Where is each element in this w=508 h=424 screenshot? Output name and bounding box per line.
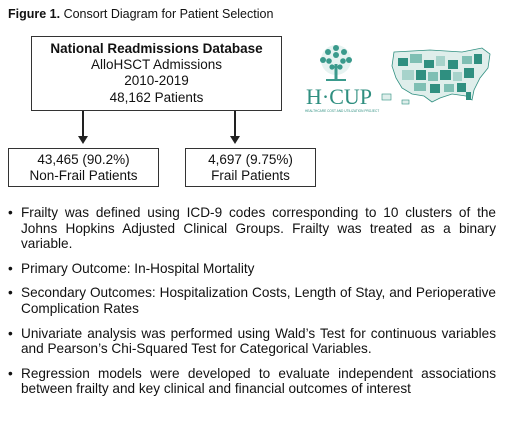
arrow-to-frail bbox=[234, 111, 236, 138]
bullet-text: Secondary Outcomes: Hospitalization Costs, Length of Stay, and Perioperative Complication Rates bbox=[21, 285, 496, 316]
frail-box bbox=[185, 148, 316, 187]
frail-count: 4,697 (9.75%) bbox=[208, 152, 293, 167]
database-box bbox=[31, 36, 282, 111]
bullet-icon: • bbox=[8, 285, 13, 301]
list-item bbox=[8, 326, 496, 357]
bullet-text: Univariate analysis was performed using Wald’s Test for continuous variables and Pearson’s Chi-Squared Test for Categorical Variables. bbox=[21, 325, 496, 357]
hcup-logo-graphic bbox=[302, 38, 502, 120]
figure-caption: Consort Diagram for Patient Selection bbox=[63, 7, 274, 21]
arrow-to-nonfrail bbox=[82, 111, 84, 138]
bullet-icon: • bbox=[8, 260, 13, 276]
admission-type: AlloHSCT Admissions bbox=[90, 57, 223, 73]
database-name: National Readmissions Database bbox=[50, 41, 263, 56]
list-item bbox=[8, 366, 496, 397]
year-range: 2010-2019 bbox=[124, 73, 189, 89]
bullet-icon: • bbox=[8, 205, 13, 220]
bullet-text: Primary Outcome: In-Hospital Mortality bbox=[21, 260, 255, 276]
us-map-icon bbox=[382, 48, 490, 104]
figure-title bbox=[8, 7, 273, 21]
bullet-icon: • bbox=[8, 325, 13, 341]
list-item bbox=[8, 205, 496, 252]
nonfrail-count: 43,465 (90.2%) bbox=[37, 152, 130, 167]
figure-label: Figure 1. bbox=[8, 7, 61, 21]
nonfrail-box bbox=[8, 148, 159, 187]
tree-icon bbox=[320, 45, 352, 81]
hcup-wordmark: H·CUP bbox=[306, 84, 373, 109]
frail-label: Frail Patients bbox=[211, 168, 290, 184]
nonfrail-label: Non-Frail Patients bbox=[29, 168, 138, 184]
arrow-head-frail bbox=[230, 136, 240, 144]
hcup-tagline: HEALTHCARE COST AND UTILIZATION PROJECT bbox=[305, 109, 380, 113]
patient-total: 48,162 Patients bbox=[109, 89, 204, 105]
arrow-head-nonfrail bbox=[78, 136, 88, 144]
bullet-text: Frailty was defined using ICD-9 codes corresponding to 10 clusters of the Johns Hopkins Adjusted Clinical Groups. Frailty was treated as a binary variable. bbox=[21, 205, 496, 252]
bullet-icon: • bbox=[8, 365, 13, 381]
bullet-list bbox=[8, 205, 496, 406]
bullet-text: Regression models were developed to evaluate independent associations between frailty and key clinical and financial outcomes of interest bbox=[21, 365, 496, 397]
list-item bbox=[8, 261, 496, 277]
list-item bbox=[8, 285, 496, 316]
hcup-logo bbox=[302, 38, 502, 120]
